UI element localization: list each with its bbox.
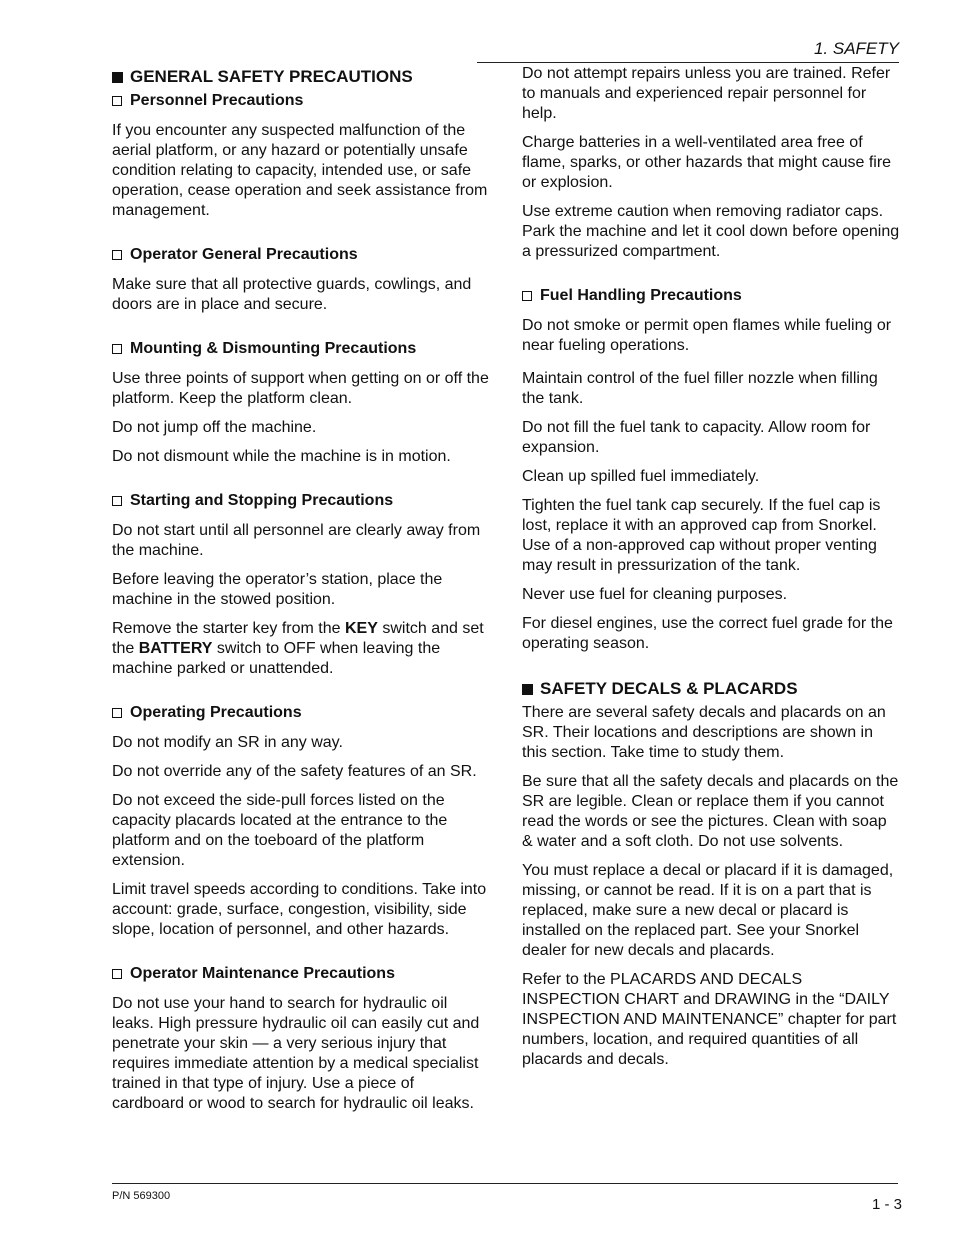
- operator-general-section: [112, 245, 490, 315]
- paragraph: Do not smoke or permit open flames while fueling or near fueling operations.: [522, 317, 892, 354]
- decals-heading: [522, 678, 900, 700]
- mounting-title: Mounting & Dismounting Precautions: [130, 340, 417, 357]
- checkbox-square-icon: [112, 708, 122, 718]
- operating-section: [112, 703, 490, 940]
- key-switch-paragraph: [112, 619, 490, 679]
- paragraph: Use three points of support when getting on or off the platform. Keep the platform clean.: [112, 370, 489, 407]
- paragraph: Do not modify an SR in any way.: [112, 734, 343, 751]
- maintenance-section: [112, 964, 490, 1114]
- filled-square-icon: [522, 684, 533, 695]
- paragraph: Do not fill the fuel tank to capacity. Allow room for expansion.: [522, 419, 871, 456]
- paragraph: Charge batteries in a well-ventilated area free of flame, sparks, or other hazards that might cause fire or explosion.: [522, 134, 892, 191]
- checkbox-square-icon: [112, 969, 122, 979]
- checkbox-square-icon: [112, 96, 122, 106]
- part-number: P/N 569300: [112, 1190, 171, 1202]
- starting-heading: [112, 491, 490, 511]
- running-head: 1. SAFETY: [477, 38, 899, 63]
- paragraph: You must replace a decal or placard if it is damaged, missing, or cannot be read. If it is on a part that is replaced, make sure a new decal or placard is installed on the replaced part. See your Snorkel dealer for new decals and placards.: [522, 862, 894, 959]
- paragraph: Limit travel speeds according to conditions. Take into account: grade, surface, congestion, visibility, side slope, location of personnel, and other hazards.: [112, 881, 487, 938]
- paragraph: There are several safety decals and placards on an SR. Their locations and descriptions are shown in this section. Take time to study them.: [522, 704, 886, 761]
- checkbox-square-icon: [112, 496, 122, 506]
- paragraph: For diesel engines, use the correct fuel grade for the operating season.: [522, 615, 893, 652]
- decals-title: SAFETY DECALS & PLACARDS: [540, 679, 798, 698]
- general-safety-heading: [112, 66, 490, 88]
- fuel-title: Fuel Handling Precautions: [540, 287, 742, 304]
- paragraph: Do not attempt repairs unless you are trained. Refer to manuals and experienced repair personnel for help.: [522, 65, 891, 122]
- maintenance-heading: [112, 964, 490, 984]
- operator-general-title: Operator General Precautions: [130, 246, 358, 263]
- right-column: [522, 64, 900, 1094]
- personnel-title: Personnel Precautions: [130, 92, 304, 109]
- mounting-heading: [112, 339, 490, 359]
- fuel-section: [522, 286, 900, 654]
- paragraph: Refer to the PLACARDS AND DECALS INSPECTION CHART and DRAWING in the “DAILY INSPECTION AND MAINTENANCE” chapter for part numbers, location, and required quantities of all placards and decals.: [522, 971, 897, 1068]
- checkbox-square-icon: [112, 250, 122, 260]
- paragraph: Do not start until all personnel are clearly away from the machine.: [112, 522, 481, 559]
- general-safety-title: GENERAL SAFETY PRECAUTIONS: [130, 67, 413, 86]
- starting-title: Starting and Stopping Precautions: [130, 492, 394, 509]
- paragraph: Make sure that all protective guards, cowlings, and doors are in place and secure.: [112, 276, 472, 313]
- maintenance-title: Operator Maintenance Precautions: [130, 965, 395, 982]
- filled-square-icon: [112, 72, 123, 83]
- paragraph: Before leaving the operator’s station, place the machine in the stowed position.: [112, 571, 443, 608]
- key-term: KEY: [344, 620, 378, 637]
- paragraph: Never use fuel for cleaning purposes.: [522, 586, 788, 603]
- decals-section: [522, 678, 900, 1070]
- checkbox-square-icon: [112, 344, 122, 354]
- battery-term: BATTERY: [138, 640, 213, 657]
- paragraph: Do not dismount while the machine is in motion.: [112, 448, 451, 465]
- mounting-section: [112, 339, 490, 467]
- paragraph: Use extreme caution when removing radiator caps. Park the machine and let it cool down before opening a pressurized compartment.: [522, 203, 900, 260]
- continued-precautions: [522, 64, 900, 262]
- page-number: 1 - 3: [871, 1196, 902, 1213]
- paragraph: If you encounter any suspected malfunction of the aerial platform, or any hazard or potentially unsafe condition relating to capacity, intended use, or safe operation, cease operation and seek assistance from management.: [112, 122, 488, 219]
- paragraph: Do not use your hand to search for hydraulic oil leaks. High pressure hydraulic oil can easily cut and penetrate your skin — a very serious injury that requires immediate attention by a medical specialist trained in that type of injury. Use a piece of cardboard or wood to search for hydraulic oil leaks.: [112, 995, 480, 1112]
- paragraph: Do not exceed the side-pull forces listed on the capacity placards located at the entrance to the platform and on the toeboard of the platform extension.: [112, 792, 448, 869]
- operating-title: Operating Precautions: [130, 704, 302, 721]
- text-run: switch to OFF when leaving the machine parked or unattended.: [112, 640, 441, 677]
- starting-section: [112, 491, 490, 679]
- left-column: [112, 66, 490, 1138]
- paragraph: Maintain control of the fuel filler nozzle when filling the tank.: [522, 370, 878, 407]
- operating-heading: [112, 703, 490, 723]
- paragraph: Tighten the fuel tank cap securely. If the fuel cap is lost, replace it with an approved cap from Snorkel. Use of a non-approved cap without proper venting may result in pressurization of the tank.: [522, 497, 881, 574]
- text-run: switch and set the: [112, 620, 484, 657]
- text-run: Remove the starter key from the: [112, 620, 345, 637]
- fuel-heading: [522, 286, 900, 306]
- checkbox-square-icon: [522, 291, 532, 301]
- paragraph: Do not jump off the machine.: [112, 419, 317, 436]
- personnel-heading: [112, 91, 490, 111]
- footer-rule: [112, 1183, 898, 1184]
- paragraph: Be sure that all the safety decals and placards on the SR are legible. Clean or replace them if you cannot read the words or see the pictures. Clean with soap & water and a soft cloth. Do not use solvents.: [522, 773, 899, 850]
- paragraph: Clean up spilled fuel immediately.: [522, 468, 760, 485]
- operator-general-heading: [112, 245, 490, 265]
- paragraph: Do not override any of the safety features of an SR.: [112, 763, 477, 780]
- personnel-section: [112, 91, 490, 221]
